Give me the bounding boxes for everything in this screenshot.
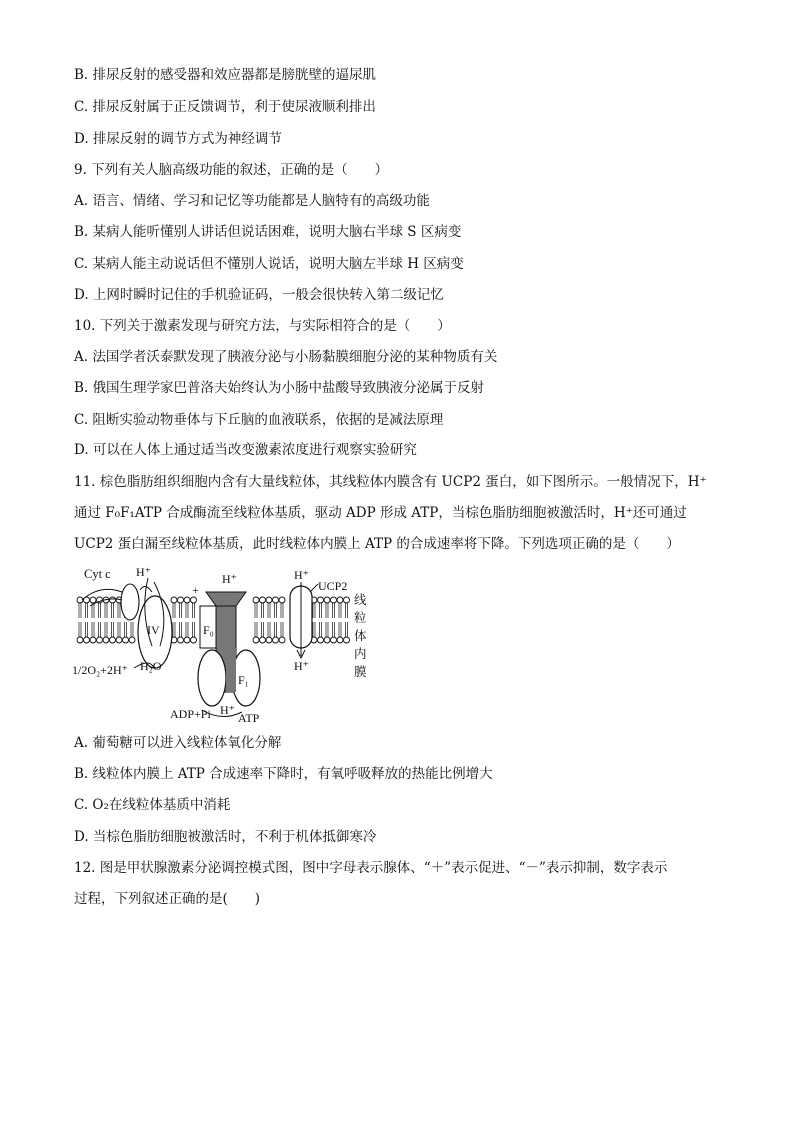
h-plus-label-1: H⁺ (136, 565, 151, 579)
q12-stem-line1: 12. 图是甲状腺激素分泌调控模式图，图中字母表示腺体、“＋”表示促进、“－”表示抑制，数字表示 (74, 860, 668, 876)
mitochondrial-membrane-diagram (70, 562, 380, 726)
membrane-char-1: 线 (354, 593, 367, 607)
lipid-head (253, 597, 259, 603)
f1-label: F₁ (238, 673, 249, 687)
q9-option-a: A. 语言、情绪、学习和记忆等功能都是人脑特有的高级功能 (74, 193, 430, 209)
lipid-head (110, 637, 116, 643)
lipid-head (318, 637, 324, 643)
lipid-head (266, 597, 272, 603)
q10-option-a: A. 法国学者沃泰默发现了胰液分泌与小肠黏膜细胞分泌的某种物质有关 (74, 349, 498, 365)
q11-option-b: B. 线粒体内膜上 ATP 合成速率下降时，有氧呼吸释放的热能比例增大 (74, 766, 493, 782)
lipid-head (273, 637, 279, 643)
lipid-head (344, 597, 350, 603)
lipid-head (260, 597, 266, 603)
oxygen-reaction-label: 1/2O₂+2H⁺ (72, 663, 128, 677)
lipid-head (184, 597, 190, 603)
lipid-head (97, 637, 103, 643)
lipid-head (337, 597, 343, 603)
f0-label: F₀ (203, 623, 214, 637)
membrane-char-4: 内 (354, 647, 367, 661)
q10-option-c: C. 阻断实验动物垂体与下丘脑的血液联系，依据的是减法原理 (74, 412, 444, 428)
q10-option-d: D. 可以在人体上通过适当改变激素浓度进行观察实验研究 (74, 442, 417, 458)
atp-synthase-top (206, 592, 246, 606)
adp-pi-label: ADP+Pi (170, 707, 211, 721)
lipid-head (260, 637, 266, 643)
q11-stem-line2: 通过 F₀F₁ATP 合成酶流至线粒体基质，驱动 ADP 形成 ATP，当棕色脂肪细胞被激活时，H⁺还可通过 (74, 505, 687, 521)
membrane-char-3: 体 (354, 629, 367, 643)
lipid-head (191, 597, 197, 603)
atp-synthase-core (226, 648, 236, 692)
lipid-head (184, 637, 190, 643)
h-plus-label-3: H⁺ (294, 568, 309, 582)
lipid-head (324, 637, 330, 643)
lipid-head (253, 637, 259, 643)
ucp2-label-leader (310, 584, 318, 592)
q12-stem-line2: 过程，下列叙述正确的是( ) (74, 891, 261, 907)
lipid-head (337, 637, 343, 643)
water-label: H₂O (140, 659, 162, 673)
lipid-head (123, 637, 129, 643)
q8-option-c: C. 排尿反射属于正反馈调节，利于使尿液顺利排出 (74, 99, 376, 115)
q11-option-c: C. O₂在线粒体基质中消耗 (74, 797, 231, 813)
lipid-head (129, 637, 135, 643)
membrane-char-5: 膜 (354, 665, 367, 679)
lipid-head (110, 597, 116, 603)
lipid-head (331, 597, 337, 603)
lipid-head (178, 597, 184, 603)
lipid-head (116, 637, 122, 643)
lipid-head (77, 637, 83, 643)
q10-option-b: B. 俄国生理学家巴普洛夫始终认为小肠中盐酸导致胰液分泌属于反射 (74, 380, 485, 396)
q9-option-b: B. 某病人能听懂别人讲话但说话困难，说明大脑右半球 S 区病变 (74, 224, 462, 240)
q9-stem: 9. 下列有关人脑高级功能的叙述，正确的是（ ） (74, 162, 389, 178)
q9-option-c: C. 某病人能主动说话但不懂别人说话，说明大脑左半球 H 区病变 (74, 256, 464, 272)
q9-option-d: D. 上网时瞬时记住的手机验证码，一般会很快转入第二级记忆 (74, 287, 444, 303)
q11-stem-line3: UCP2 蛋白漏至线粒体基质，此时线粒体内膜上 ATP 的合成速率将下降。下列选项正确的是（ ） (74, 536, 680, 552)
complex-iv-label: IV (147, 623, 160, 637)
lipid-head (191, 637, 197, 643)
lipid-head (324, 597, 330, 603)
q8-option-b: B. 排尿反射的感受器和效应器都是膀胱壁的逼尿肌 (74, 67, 377, 83)
q10-stem: 10. 下列关于激素发现与研究方法，与实际相符合的是（ ） (74, 318, 451, 334)
lipid-head (90, 637, 96, 643)
membrane-vertical-label (354, 592, 367, 679)
lipid-head (279, 637, 285, 643)
h-plus-label-2: H⁺ (222, 572, 237, 586)
q11-stem-line1: 11. 棕色脂肪组织细胞内含有大量线粒体，其线粒体内膜含有 UCP2 蛋白，如下图所示。一般情况下，H⁺ (74, 474, 707, 490)
membrane-char-2: 粒 (354, 611, 367, 625)
lipid-head (331, 637, 337, 643)
lipid-head (273, 597, 279, 603)
h-plus-label-4: H⁺ (294, 659, 309, 673)
lipid-head (171, 597, 177, 603)
q11-option-d: D. 当棕色脂肪细胞被激活时，不利于机体抵御寒冷 (74, 829, 377, 845)
lipid-head (344, 637, 350, 643)
lipid-head (90, 597, 96, 603)
lipid-head (318, 597, 324, 603)
lipid-head (178, 637, 184, 643)
ucp2-label: UCP2 (318, 579, 348, 593)
lipid-head (103, 637, 109, 643)
f1-left-shape (198, 650, 226, 706)
q11-option-a: A. 葡萄糖可以进入线粒体氧化分解 (74, 735, 282, 751)
plus-sign-label: + (192, 583, 199, 597)
cyt-c-label: Cyt c (84, 567, 111, 581)
cyt-c-shape (121, 584, 139, 620)
lipid-head (266, 637, 272, 643)
h-plus-label-5: H⁺ (220, 703, 235, 717)
lipid-head (279, 597, 285, 603)
lipid-head (84, 637, 90, 643)
atp-label: ATP (238, 711, 260, 725)
q8-option-d: D. 排尿反射的调节方式为神经调节 (74, 131, 282, 147)
